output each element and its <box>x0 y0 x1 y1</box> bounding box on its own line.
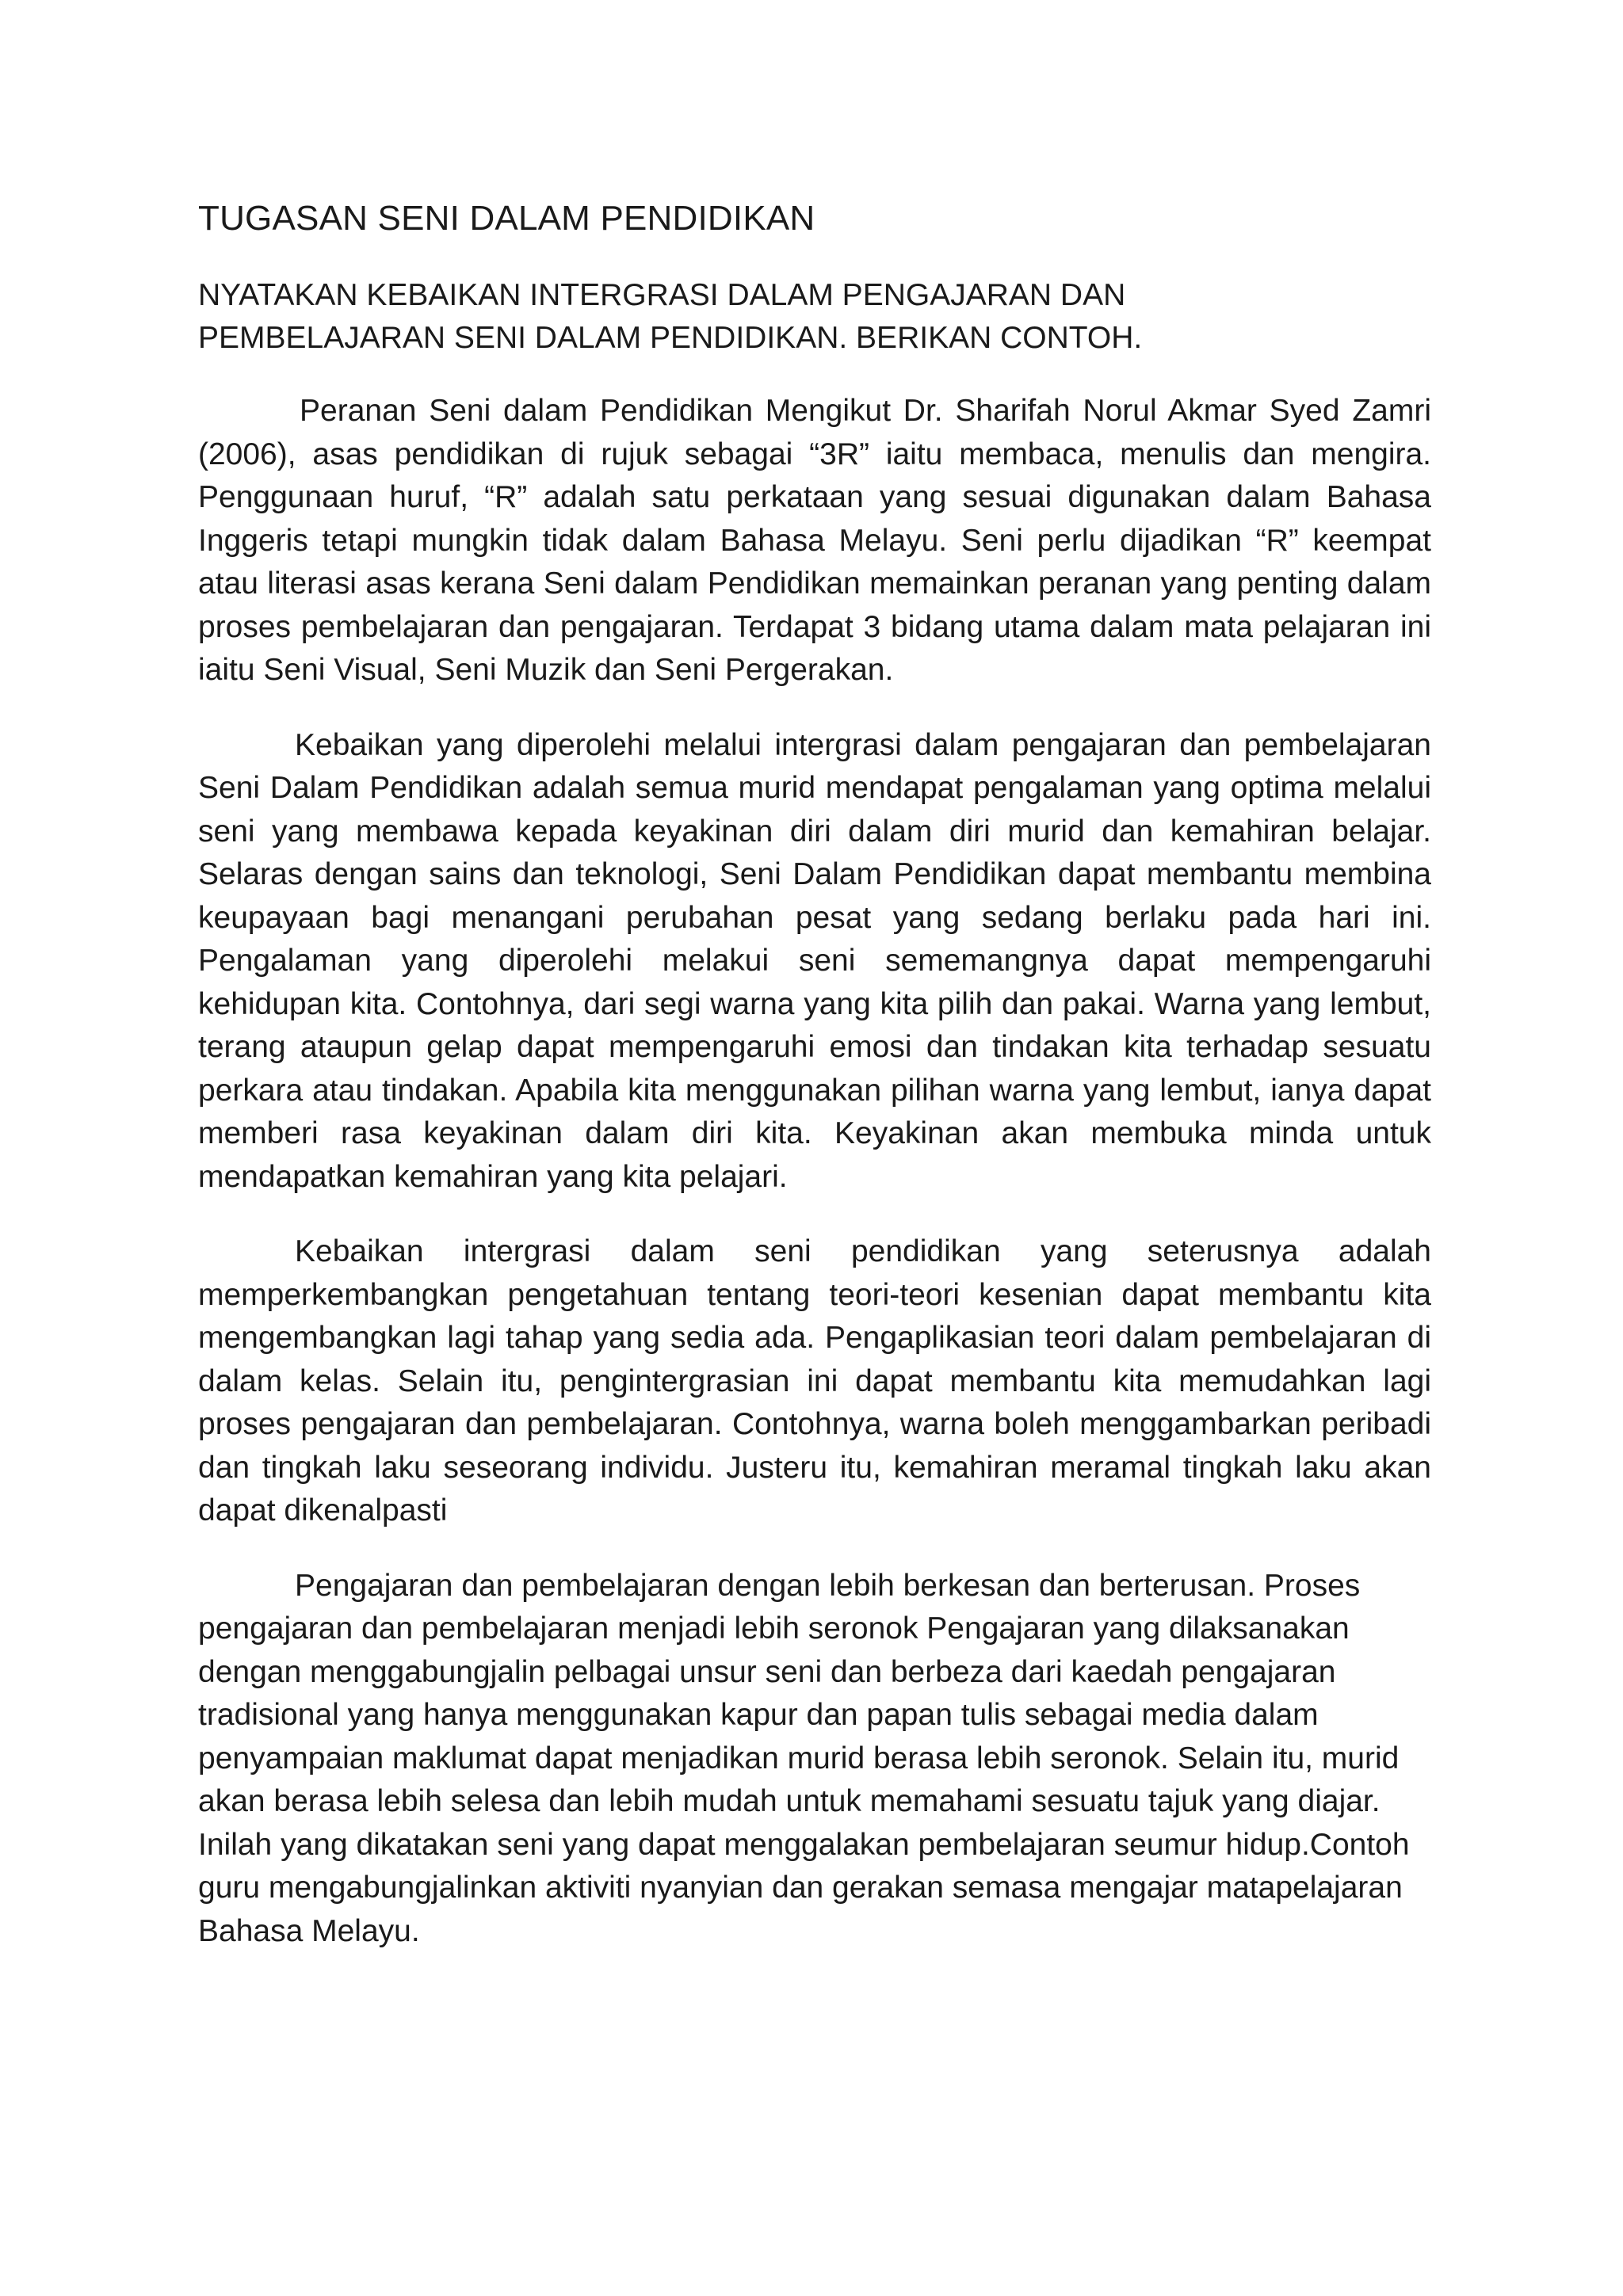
document-title: TUGASAN SENI DALAM PENDIDIKAN <box>198 199 815 238</box>
paragraph-2: Kebaikan yang diperolehi melalui intergrasi dalam pengajaran dan pembelajaran Seni Dalam Pendidikan adalah semua murid mendapat pengalaman yang optima melalui seni yang membawa kepada keyakinan diri dalam diri murid dan kemahiran belajar. Selaras dengan sains dan teknologi, Seni Dalam Pendidikan dapat membantu membina keupayaan bagi menangani perubahan pesat yang sedang berlaku pada hari ini. Pengalaman yang diperolehi melakui seni sememangnya dapat mempengaruhi kehidupan kita. Contohnya, dari segi warna yang kita pilih dan pakai. Warna yang lembut, terang ataupun gelap dapat mempengaruhi emosi dan tindakan kita terhadap sesuatu perkara atau tindakan. Apabila kita menggunakan pilihan warna yang lembut, ianya dapat memberi rasa keyakinan dalam diri kita. Keyakinan akan membuka minda untuk mendapatkan kemahiran yang kita pelajari. <box>198 727 1431 1194</box>
paragraph-3: Kebaikan intergrasi dalam seni pendidikan yang seterusnya adalah memperkembangkan pengetahuan tentang teori-teori kesenian dapat membantu kita mengembangkan lagi tahap yang sedia ada. Pengaplikasian teori dalam pembelajaran di dalam kelas. Selain itu, pengintergrasian ini dapat membantu kita memudahkan lagi proses pengajaran dan pembelajaran. Contohnya, warna boleh menggambarkan peribadi dan tingkah laku seseorang individu. Justeru itu, kemahiran meramal tingkah laku akan dapat dikenalpasti <box>198 1234 1431 1527</box>
document-body <box>198 195 1431 1985</box>
question-line-1: NYATAKAN KEBAIKAN INTERGRASI DALAM PENGAJARAN DAN <box>198 278 1126 312</box>
assignment-question <box>198 274 1431 360</box>
question-line-2: PEMBELAJARAN SENI DALAM PENDIDIKAN. BERIKAN CONTOH. <box>198 321 1143 355</box>
paragraph-1: Peranan Seni dalam Pendidikan Mengikut Dr. Sharifah Norul Akmar Syed Zamri (2006), asas pendidikan di rujuk sebagai “3R” iaitu membaca, menulis dan mengira. Penggunaan huruf, “R” adalah satu perkataan yang sesuai digunakan dalam Bahasa Inggeris tetapi mungkin tidak dalam Bahasa Melayu. Seni perlu dijadikan “R” keempat atau literasi asas kerana Seni dalam Pendidikan memainkan peranan yang penting dalam proses pembelajaran dan pengajaran. Terdapat 3 bidang utama dalam mata pelajaran ini iaitu Seni Visual, Seni Muzik dan Seni Pergerakan. <box>198 394 1431 687</box>
paragraph-4: Pengajaran dan pembelajaran dengan lebih berkesan dan berterusan. Proses pengajaran dan pembelajaran menjadi lebih seronok Pengajaran yang dilaksanakan dengan menggabungjalin pelbagai unsur seni dan berbeza dari kaedah pengajaran tradisional yang hanya menggunakan kapur dan papan tulis sebagai media dalam penyampaian maklumat dapat menjadikan murid berasa lebih seronok. Selain itu, murid akan berasa lebih selesa dan lebih mudah untuk memahami sesuatu tajuk yang diajar. Inilah yang dikatakan seni yang dapat menggalakan pembelajaran seumur hidup.Contoh guru mengabungjalinkan aktiviti nyanyian dan gerakan semasa mengajar matapelajaran Bahasa Melayu. <box>198 1568 1410 1948</box>
